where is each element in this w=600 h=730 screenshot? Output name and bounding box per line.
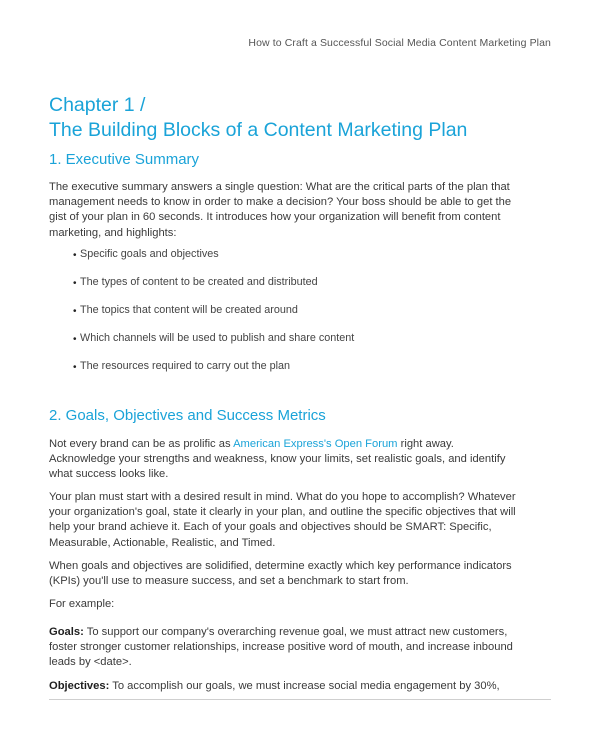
section-heading-executive-summary: 1. Executive Summary xyxy=(49,151,200,168)
goals-paragraph-2: Your plan must start with a desired result in mind. What do you hope to accomplish? Whatever your organization's goal, state it clearly in your plan, and outline the specific objectives that will help your brand achieve it. Each of your goals and objectives should be SMART: Specific, Measurable, Actionable, Realistic, and Timed. xyxy=(49,491,516,549)
objectives-text: To accomplish our goals, we must increase social media engagement by 30%, xyxy=(109,680,500,692)
running-header: How to Craft a Successful Social Media Content Marketing Plan xyxy=(248,37,551,49)
list-item-text: Specific goals and objectives xyxy=(80,248,219,260)
list-item-text: Which channels will be used to publish and share content xyxy=(80,332,355,344)
footer-divider xyxy=(49,699,551,700)
goals-label: Goals: xyxy=(49,626,84,638)
open-forum-link[interactable]: American Express's Open Forum xyxy=(233,438,398,450)
objectives-example xyxy=(49,679,519,694)
goals-paragraph-1 xyxy=(49,437,519,483)
chapter-name: The Building Blocks of a Content Marketing Plan xyxy=(49,119,468,141)
bullet-icon: • xyxy=(73,362,77,373)
chapter-title xyxy=(49,93,467,143)
goals-example xyxy=(49,625,519,671)
list-item-text: The resources required to carry out the plan xyxy=(80,360,291,372)
list-item xyxy=(74,359,354,387)
paragraph-text: Not every brand can be as prolific as xyxy=(49,438,234,450)
bullet-icon: • xyxy=(73,250,77,261)
list-item xyxy=(74,275,354,303)
for-example-text: For example: xyxy=(49,598,115,610)
list-item xyxy=(74,247,354,275)
section-heading-goals-objectives: 2. Goals, Objectives and Success Metrics xyxy=(49,407,326,424)
paragraph-text: right away. Acknowledge your strengths and weakness, know your limits, set realistic goals, and identify what success looks like. xyxy=(49,438,506,481)
list-item xyxy=(74,303,354,331)
bullet-icon: • xyxy=(73,278,77,289)
bullet-icon: • xyxy=(73,334,77,345)
chapter-number: Chapter 1 / xyxy=(49,94,146,116)
list-item-text: The types of content to be created and distributed xyxy=(80,276,318,288)
highlights-list xyxy=(74,247,354,387)
list-item-text: The topics that content will be created around xyxy=(80,304,298,316)
goals-paragraph-3: When goals and objectives are solidified, determine exactly which key performance indicators (KPIs) you'll use to measure success, and set a benchmark to start from. xyxy=(49,560,512,588)
bullet-icon: • xyxy=(73,306,77,317)
goals-text: To support our company's overarching revenue goal, we must attract new customers, foster stronger customer relationships, increase positive word of mouth, and increase inbound leads by <date>. xyxy=(49,626,513,669)
objectives-label: Objectives: xyxy=(49,680,110,692)
list-item xyxy=(74,331,354,359)
executive-summary-intro: The executive summary answers a single question: What are the critical parts of the plan that management needs to know in order to make a decision? Your boss should be able to get the gist of your plan in 60 seconds. It introduces how your organization will benefit from content marketing, and highlights: xyxy=(49,181,512,239)
